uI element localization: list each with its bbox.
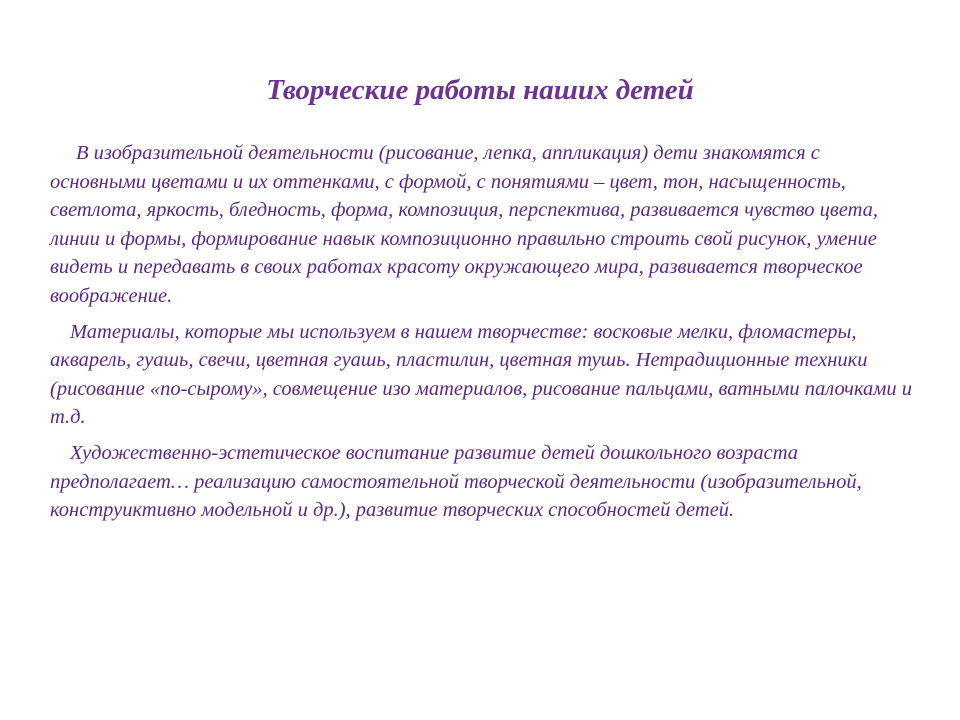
paragraph-aesthetic-education: Художественно-эстетическое воспитание развитие детей дошкольного возраста предполагает… реализацию самостоятельной творческой деятельности (изобразительной, конструиктивно модельной и др.), развитие творческих способностей детей.: [50, 441, 862, 522]
paragraph-visual-activity: В изобразительной деятельности (рисование, лепка, аппликация) дети знакомятся с основными цветами и их оттенками, с формой, с понятиями – цвет, тон, насыщенность, светлота, яркость, бледность, форма, композиция, перспектива, развивается чувство цвета, линии и формы, формирование навык композиционно правильно строить свой рисунок, умение видеть и передавать в своих работах красоту окружающего мира, развивается творческое воображение.: [50, 142, 879, 307]
slide-body: [50, 139, 920, 525]
slide-title: Творческие работы наших детей: [266, 74, 694, 106]
paragraph-materials: Материалы, которые мы используем в нашем творчестве: восковые мелки, фломастеры, акварель, гуашь, свечи, цветная гуашь, пластилин, цветная тушь. Нетрадиционные техники (рисование «по-сырому», совмещение изо материалов, рисование пальцами, ватными палочками и т.д.: [50, 320, 912, 429]
